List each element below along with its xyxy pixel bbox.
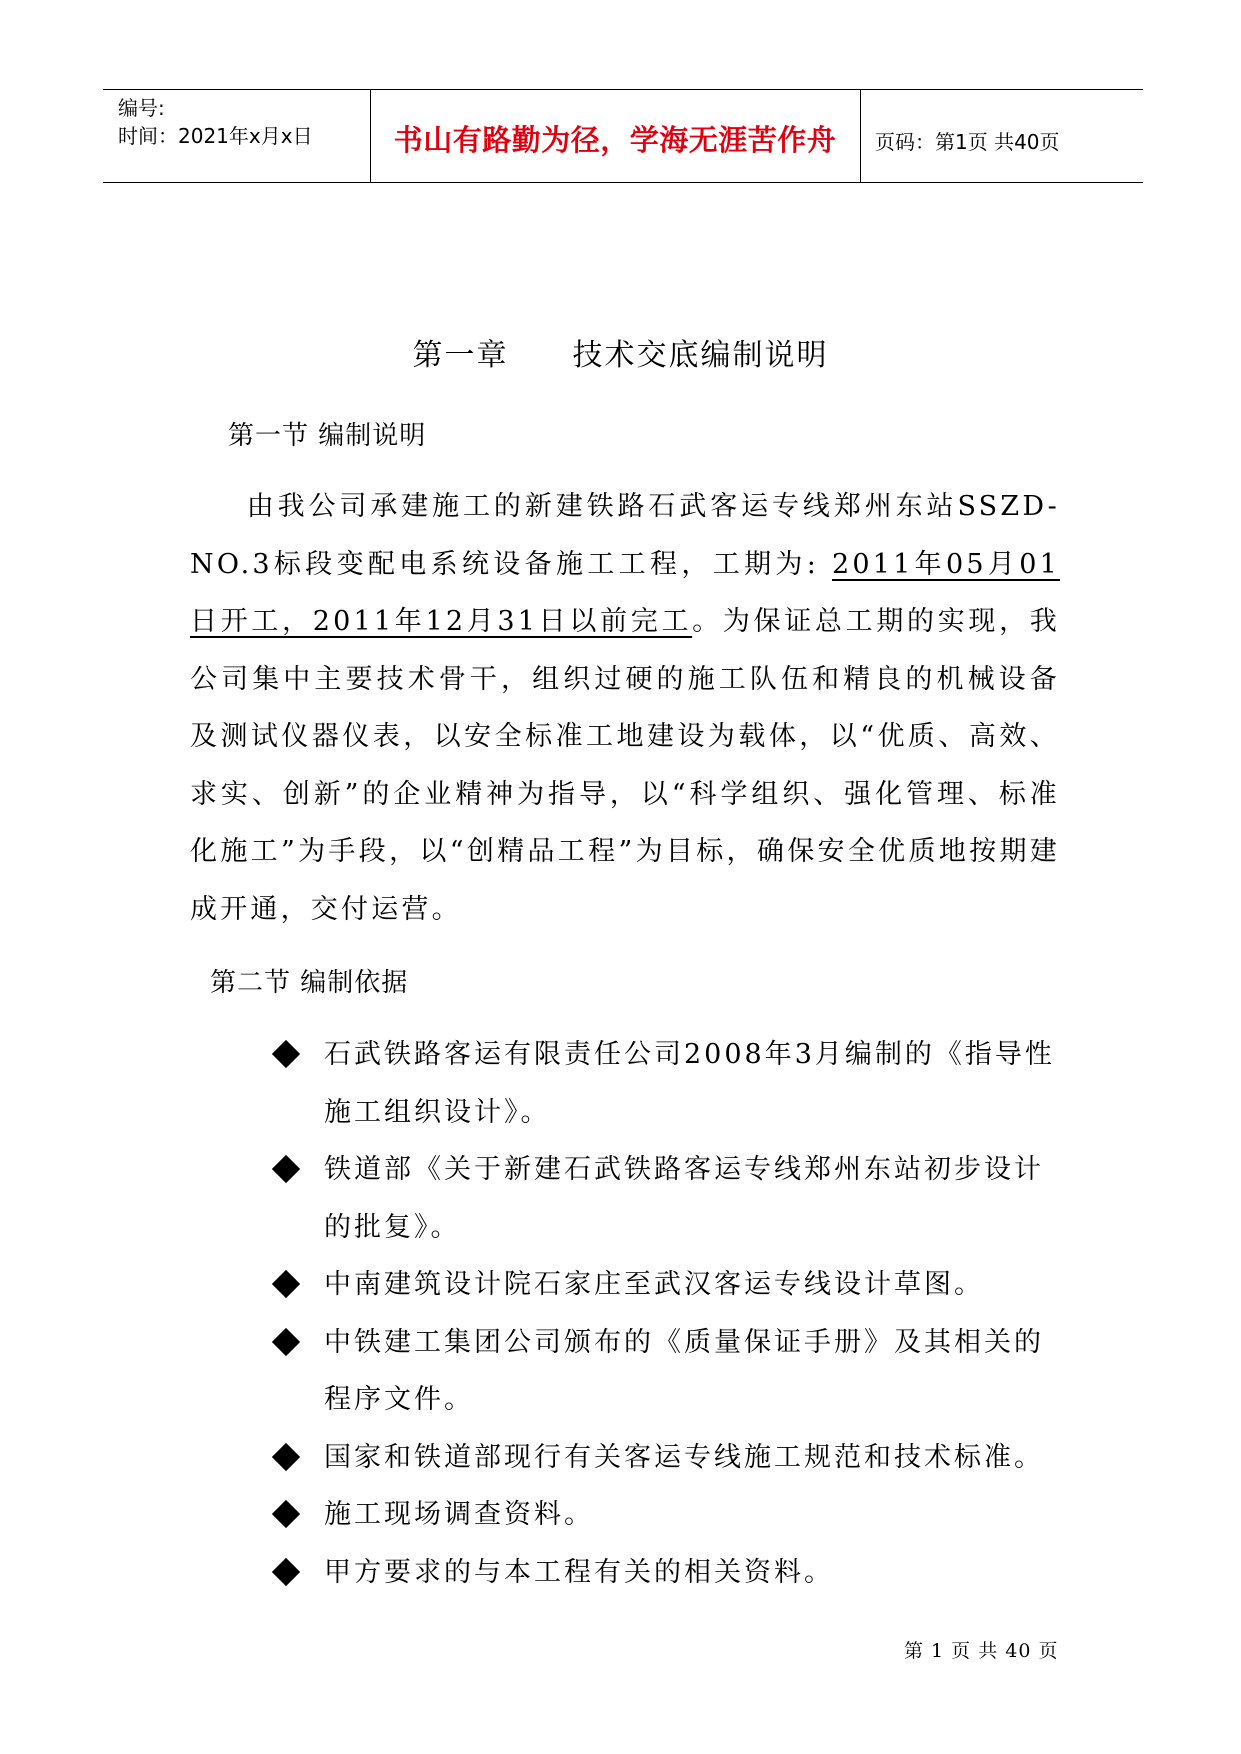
serial-number-label: 编号: (118, 96, 165, 120)
list-item: 甲方要求的与本工程有关的相关资料。 (270, 1544, 1060, 1602)
diamond-bullet-icon (272, 1442, 300, 1470)
header-top-rule (103, 89, 1143, 90)
diamond-bullet-icon (272, 1500, 300, 1528)
diamond-bullet-icon (272, 1557, 300, 1585)
basis-list (270, 1026, 1060, 1601)
diamond-bullet-icon (272, 1327, 300, 1355)
diamond-bullet-icon (272, 1155, 300, 1183)
section-1-paragraph (190, 478, 1060, 938)
paragraph-text-start: 由我公司承建施工的新建铁路石武客运专线郑州东站SSZD-NO.3标段变配电系统设备施工工程，工期为: (190, 491, 1060, 580)
list-item: 铁道部《关于新建石武铁路客运专线郑州东站初步设计的批复》。 (270, 1141, 1060, 1256)
paragraph-text-end: 。为保证总工期的实现，我公司集中主要技术骨干，组织过硬的施工队伍和精良的机械设备及测试仪器仪表，以安全标准工地建设为载体，以“优质、高效、求实、创新”的企业精神为指导，以“科学组织、强化管理、标准化施工”为手段，以“创精品工程”为目标，确保安全优质地按期建成开通，交付运营。 (190, 606, 1060, 925)
list-item: 施工现场调查资料。 (270, 1486, 1060, 1544)
chapter-title: 第一章 技术交底编制说明 (412, 338, 829, 373)
header-divider-right (860, 89, 861, 183)
section-1-title: 第一节 编制说明 (228, 421, 427, 451)
time-label: 时间：2021年x月x日 (118, 124, 313, 148)
header-motto: 书山有路勤为径，学海无涯苦作舟 (393, 123, 837, 157)
schedule-underlined-text: 2011年05月01日开工，2011年12月31日以前完工 (190, 548, 1060, 637)
section-2-title: 第二节 编制依据 (210, 968, 409, 998)
header-page-code: 页码：第1页 共40页 (875, 130, 1060, 154)
header-bottom-rule (103, 182, 1143, 183)
list-item: 国家和铁道部现行有关客运专线施工规范和技术标准。 (270, 1429, 1060, 1487)
list-item: 中南建筑设计院石家庄至武汉客运专线设计草图。 (270, 1256, 1060, 1314)
diamond-bullet-icon (272, 1040, 300, 1068)
diamond-bullet-icon (272, 1270, 300, 1298)
footer-page-info: 第 1 页 共 40 页 (904, 1640, 1059, 1662)
list-item: 石武铁路客运有限责任公司2008年3月编制的《指导性施工组织设计》。 (270, 1026, 1060, 1141)
list-item: 中铁建工集团公司颁布的《质量保证手册》及其相关的程序文件。 (270, 1314, 1060, 1429)
